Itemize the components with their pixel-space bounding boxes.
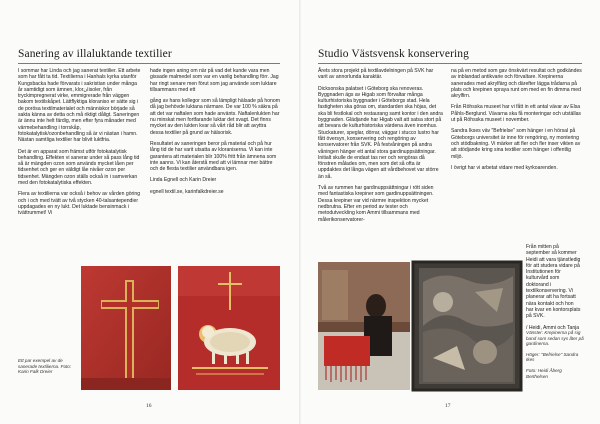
left-title-rule	[18, 63, 280, 64]
right-col2-para-3: Sandra Ikses väv "Befrielse" som hänger i en hörsal på Göteborgs universitet är inne för rengöring, ny montering och stödbakning. Vi märker att fler och fler inser vikten av att stödjande kring sina textilier som hänger i offentlig miljö.	[451, 128, 581, 160]
left-photo-caption	[18, 358, 78, 380]
conservator-photo	[318, 262, 410, 390]
right-column-2-wrap	[526, 244, 582, 331]
right-caption-credit: Foto: Heidi Åberg Berthelsen	[526, 367, 562, 379]
right-article-title: Studio Västsvensk konservering	[318, 48, 470, 60]
right-photo-captions	[526, 330, 584, 384]
right-col1-para-3: Två av rummen har gardinuppsättningar i rött siden med fantastiska krepiner som gardinuppsättningen. Dessa krepiner var vid närmre inspektion mycket nedbrutna. Efter en period av tester och metodutveckling kom Ammi tillsammans med målerikonservatorer-	[318, 185, 434, 223]
right-column-2	[451, 68, 582, 242]
left-col2-author: Linda Egnell och Karin Dreier	[150, 177, 217, 184]
left-col1-para-2: Det är en apparat som främst utför fotokatalytisk behandling. Effekten vi sanerar under så pass lång tid så är mängden ozon som används mycket låen per tidsenhet och ger en väldigt låe nivåer ozon per tidsenhet. Mängden ozon ställs också in i samverkan med den fotokatalytiska effekten.	[18, 148, 140, 187]
left-page-number: 16	[146, 403, 152, 409]
tapestry-befrielse-photo	[413, 262, 521, 390]
left-col1-para-1: I sommar har Linda och jag sanerat textilier. Ett arbete som har fått ta tid. Textilierna i Hanhals kyrka utanför Kungsbacka hade förvarats i sakristian under många år samtidigt som ämnen, klorانisoler, från tryckimpregnerat virke, emmigrerade från väggen bakom textilskåpet. Lättflyktiga kloraniso er sätte sig i de porösa textilmaterialet och människor började så sakta känna av detta och må riktigt dåligt. Saneringen är ännu inte helt färdig, men efter fyra månader med värmebehandling i torrskåp, fotokatalytisk/ozonbehandling så är vi nästan i hamn. Nästan samtliga textilier har blivit luktfria.	[18, 68, 141, 144]
right-col2-para-4: I övrigt har vi arbetat vidare med kyrkoarenden.	[451, 164, 558, 171]
right-col2-para-5: Från mitten på september så kommer Heidi att vara tjänstledig för att studera vidare på Institutionen för kulturvård som doktorand i textilkonservering. Vi planerar att ha fortsatt nära kontakt och hon har kvar en kontorsplats på SVK.	[526, 244, 581, 320]
right-page	[301, 0, 600, 424]
right-col2-para-2: Från Röhsska museet har vi fått in ett antal vävar av Elsa Påhls-Berglund. Vävarna ska få monteringar och utställas ut på Röhsska museet i november.	[451, 104, 581, 124]
left-page	[0, 0, 299, 424]
left-caption-text: Ett par exempel av de sanerade textilierna. Foto: Karin Falk Dreier	[18, 358, 72, 375]
right-column-1	[318, 68, 444, 264]
left-col2-para-3: Resultatet av saneringen beror på material och på hur lång tid de har varit utsatta av kloraniserna. Vi kan inte garantera att materialen blir 100% fritt från ämnena som inte aanns. Vi kan återstå med att vi lämnar mer bättre och de flesta textilier användbara igen.	[150, 140, 277, 173]
right-caption-right: Höger: "Befrielse" Sandra Ikes	[526, 351, 579, 363]
left-col1-para-3: Flera av textilierna var också i behov av vården göring och i och med tvätt av två stycken 40-talsantependier uppdagades en ny lukt. Det luktade bensinmack i tvättrummet! Vi	[18, 191, 141, 217]
left-col2-websites: egnell textil.se, karinfalkdreier.se	[150, 188, 224, 195]
left-column-1	[18, 68, 142, 264]
antependium-lamb-photo	[178, 266, 280, 390]
right-title-rule	[318, 63, 582, 64]
antependium-cross-photo	[81, 266, 171, 390]
right-col1-para-2: Dicksonska palatset i Göteborg ska renoveras. Byggnaden ägs av Higab som förvaltar många kulturhistoriska byggnader i Göteborgs stad. Hela fastigheten ska göras om, standarden ska höjas, det ska bli festlokal och restaurang samt kontor i den andra byggnaden. Glädjande har Higab valt att satsa stort på att bevara de kulturhistoriska värdena även inomhus. Stuckaturer, speglar, dörrar, väggar i stucco lustro har fått översyn, konservering och rengöring av konservatorer från SVK. På festvåningen på andra våningen hänger ett antal stora gardinuppsättningar. Initialt skulle de endast tas ner och rengöras då fönstren målades om, men som det så ofta är uppdaktes det långa vägen att vårdbehovet var större än så.	[318, 85, 443, 180]
right-page-number: 17	[445, 403, 451, 409]
left-column-2	[150, 68, 280, 264]
left-article-title: Sanering av illaluktande textilier	[18, 48, 172, 60]
left-col2-para-1: hade ingen aning om när på vad det kunde vara men gissade malmedel som var en vanlig behandling förr. Jag har ringt senare men förut som jag använde som luktare tillsammans med ett	[150, 68, 279, 93]
right-col2-signature: / Heidi, Ammi och Tanja	[526, 324, 580, 331]
right-col2-para-1: na på en metod som gav önskvärt resultat och godkändes av inblandad antikvarie och förvaltare. Krepinerna sanerades med akrylfärg och därefter lägga trådarna på plats och krepinen spraya runt om med en fin dimma med akrylfirn.	[451, 68, 582, 100]
right-caption-left: Vänster: Krepinerna på sig band som sedan sys åter på gardinerna.	[526, 330, 584, 347]
right-col1-para-1: Årets stora projekt på textilavdelningen på SVK har varit av annorlunda karaktär.	[318, 68, 434, 81]
left-col2-para-2: gång av hans kollegor som så lämpligt hälsade på honom då jag behövde luktana närmare. De var 100 % säkra på att det var naftalen som hade använts. Naftalenlukten har nu minskat men fortfarande luktar det svagt. Det finns mycket av den lukten kvar så vårt råd blir att avyttra dessa textilier på grund av hälsorisk.	[150, 98, 280, 136]
